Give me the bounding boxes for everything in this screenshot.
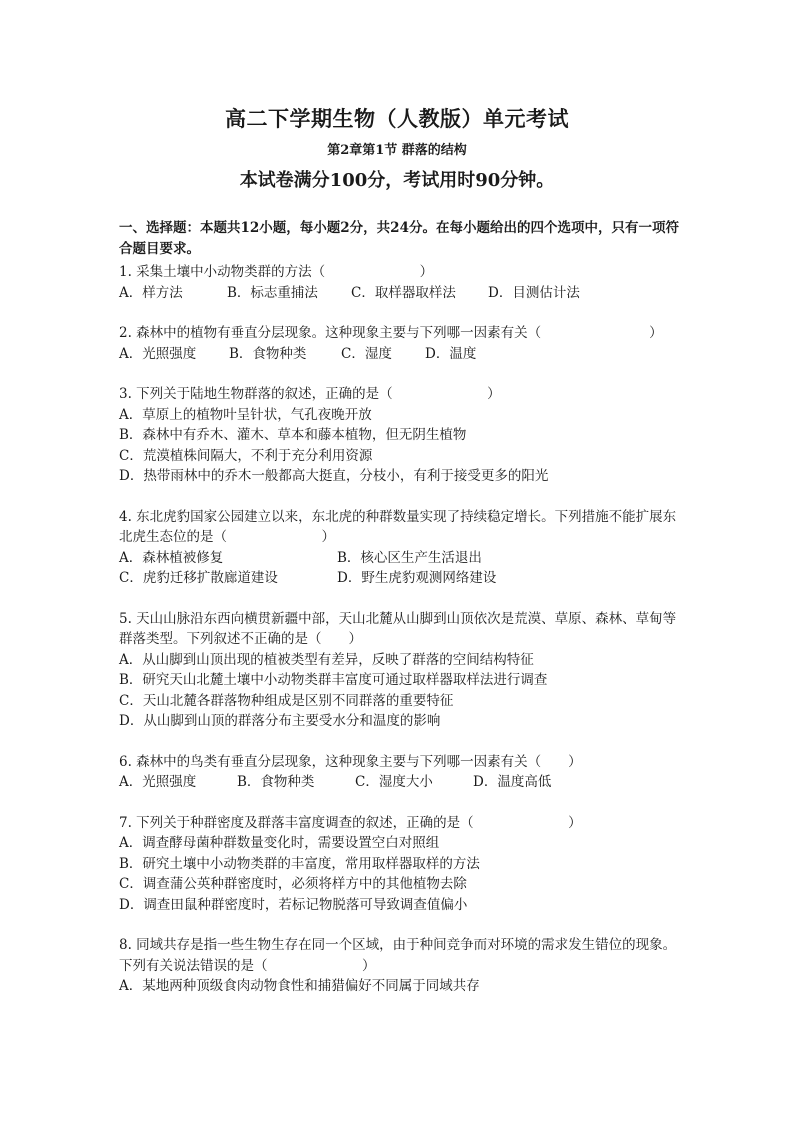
question-5 [119,609,679,732]
exam-subtitle: 第2章第1节 群落的结构 [327,143,467,158]
question-stem: 6. 森林中的鸟类有垂直分层现象，这种现象主要与下列哪一因素有关（ ） [119,753,582,770]
section-heading: 一、选择题：本题共12小题，每小题2分，共24分。在每小题给出的四个选项中，只有一项符合题目要求。 [119,220,679,257]
option-c[interactable]: C．调查蒲公英种群密度时，必须将样方中的其他植物去除 [119,876,467,892]
exam-title: 高二下学期生物（人教版）单元考试 [225,106,569,131]
question-8 [119,935,679,997]
option-d[interactable]: D．调查田鼠种群密度时，若标记物脱落可导致调查值偏小 [119,896,468,913]
question-stem: 5. 天山山脉沿东西向横贯新疆中部，天山北麓从山脚到山顶依次是荒漠、草原、森林、草甸等群落类型。下列叙述不正确的是（ ） [119,610,677,647]
question-options [119,344,679,365]
question-7 [119,813,679,916]
option-a[interactable]: A．光照强度 [119,774,197,790]
option-b[interactable]: B．研究天山北麓土壤中小动物类群丰富度可通过取样器取样法进行调查 [119,672,548,688]
option-c[interactable]: C．虎豹迁移扩散廊道建设 [119,570,278,586]
question-stem: 4. 东北虎豹国家公园建立以来，东北虎的种群数量实现了持续稳定增长。下列措施不能扩展东北虎生态位的是（ ） [119,508,677,545]
option-d[interactable]: D．野生虎豹观测网络建设 [337,570,497,586]
question-stem: 2. 森林中的植物有垂直分层现象。这种现象主要与下列哪一因素有关（ ） [119,325,663,341]
option-a[interactable]: A．某地两种顶级食肉动物食性和捕猎偏好不同属于同域共存 [119,978,480,994]
option-a[interactable]: A．样方法 [119,284,183,301]
option-a[interactable]: A．草原上的植物叶呈针状，气孔夜晚开放 [119,406,372,423]
question-4 [119,507,679,589]
option-d[interactable]: D．温度 [425,345,477,362]
option-d[interactable]: D．热带雨林中的乔木一般都高大挺直，分枝小，有利于接受更多的阳光 [119,468,549,484]
question-6 [119,752,679,793]
question-options [119,772,679,793]
option-a[interactable]: A．森林植被修复 [119,549,224,566]
option-c[interactable]: C．湿度 [341,345,392,362]
question-options [119,548,679,589]
option-d[interactable]: D．从山脚到山顶的群落分布主要受水分和温度的影响 [119,713,441,729]
option-c[interactable]: C．湿度大小 [355,774,433,790]
option-b[interactable]: B．标志重捕法 [227,284,318,301]
option-c[interactable]: C．荒漠植株间隔大，不利于充分利用资源 [119,447,373,464]
option-a[interactable]: A．从山脚到山顶出现的植被类型有差异，反映了群落的空间结构特征 [119,651,534,668]
option-c[interactable]: C．取样器取样法 [351,284,456,301]
question-2 [119,323,679,364]
option-d[interactable]: D．目测估计法 [488,284,580,301]
option-a[interactable]: A．调查酵母菌种群数量变化时，需要设置空白对照组 [119,835,440,851]
question-stem: 8. 同域共存是指一些生物生存在同一个区域，由于种间竞争而对环境的需求发生错位的现象。下列有关说法错误的是（ ） [119,937,677,974]
exam-content [119,218,679,1017]
question-1 [119,262,679,303]
option-b[interactable]: B．研究土壤中小动物类群的丰富度，常用取样器取样的方法 [119,855,480,872]
exam-note: 本试卷满分100分，考试用时90分钟。 [239,170,555,191]
question-options [119,283,679,304]
question-stem: 7. 下列关于种群密度及群落丰富度调查的叙述，正确的是（ ） [119,814,582,831]
question-stem: 1. 采集土壤中小动物类群的方法（ ） [119,264,434,280]
option-b[interactable]: B．核心区生产生活退出 [337,549,482,566]
option-d[interactable]: D．温度高低 [473,774,552,790]
option-b[interactable]: B．食物种类 [237,774,315,790]
option-b[interactable]: B．森林中有乔木、灌木、草本和藤本植物，但无阴生植物 [119,427,467,443]
question-stem: 3. 下列关于陆地生物群落的叙述，正确的是（ ） [119,386,501,402]
option-a[interactable]: A．光照强度 [119,345,197,362]
option-c[interactable]: C．天山北麓各群落物种组成是区别不同群落的重要特征 [119,692,454,709]
question-3 [119,384,679,487]
option-b[interactable]: B．食物种类 [229,345,307,362]
